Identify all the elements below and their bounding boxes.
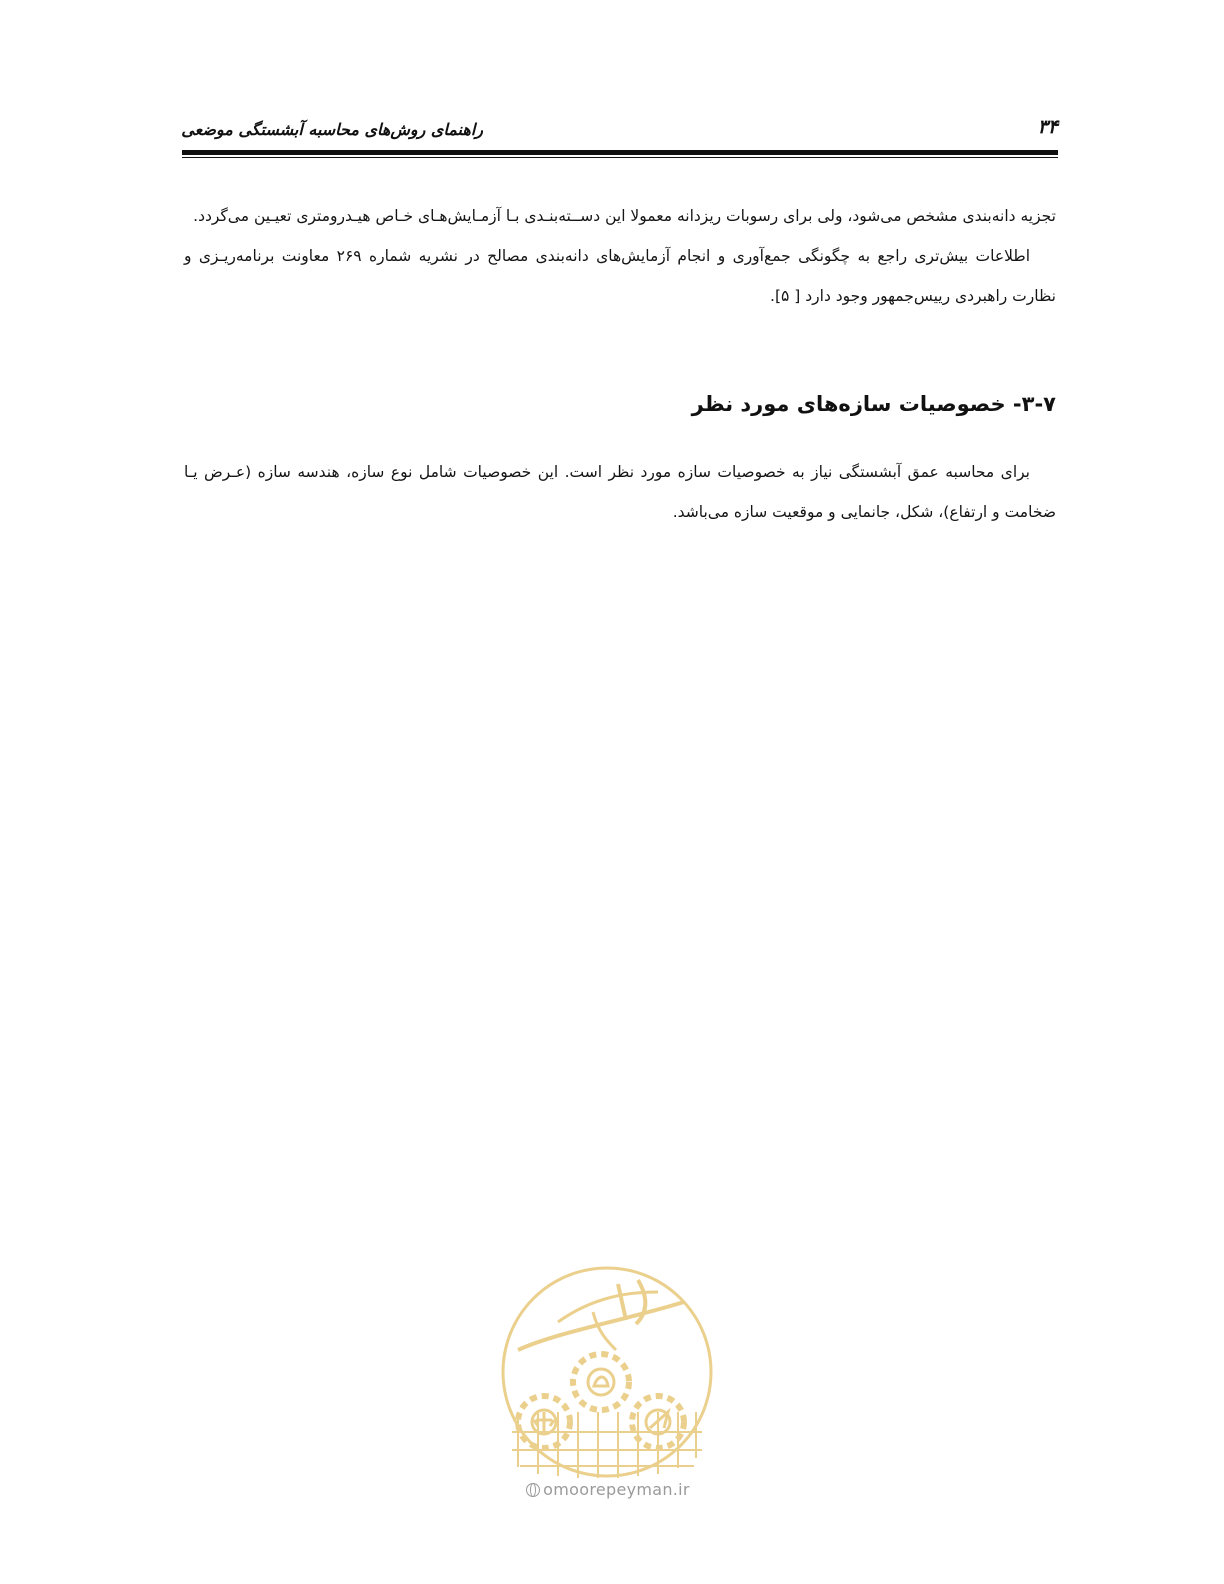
page-number: ۳۴	[1037, 116, 1058, 138]
globe-icon	[526, 1483, 540, 1497]
watermark-url-text: omoorepeyman.ir	[543, 1480, 690, 1499]
paragraph-grain-size: تجزیه دانه‌بندی مشخص می‌شود، ولی برای رسوبات ریزدانه معمولا این دســته‌بنـدی بـا آزمـایش‌هـای خـاص هیـدرومتری تعیـین می‌گردد.	[193, 207, 1056, 225]
paragraph-reference: اطلاعات بیش‌تری راجع به چگونگی جمع‌آوری و انجام آزمایش‌های دانه‌بندی مصالح در نشریه شماره ۲۶۹ معاونت برنامه‌ریـزی و نظارت راهبردی رییس‌جمهور وجود دارد [ ۵].	[184, 247, 1056, 305]
section-heading: ۳-۷- خصوصیات سازه‌های مورد نظر	[691, 392, 1056, 416]
paragraph-structure-properties: برای محاسبه عمق آبشستگی نیاز به خصوصیات سازه مورد نظر است. این خصوصیات شامل نوع سازه، هندسه سازه (عـرض یـا ضخامت و ارتفاع)، شکل، جانمایی و موقعیت سازه می‌باشد.	[184, 463, 1056, 521]
body-text-block	[184, 196, 1056, 316]
running-header-title: راهنمای روش‌های محاسبه آبشستگی موضعی	[181, 120, 483, 139]
page-header	[182, 112, 1058, 158]
watermark-url	[500, 1480, 716, 1499]
watermark-logo	[498, 1262, 716, 1482]
header-rule-thin	[182, 157, 1058, 158]
omoorepeyman-logo-icon	[498, 1262, 716, 1482]
header-rule-thick	[182, 150, 1058, 155]
section-body	[184, 452, 1056, 532]
